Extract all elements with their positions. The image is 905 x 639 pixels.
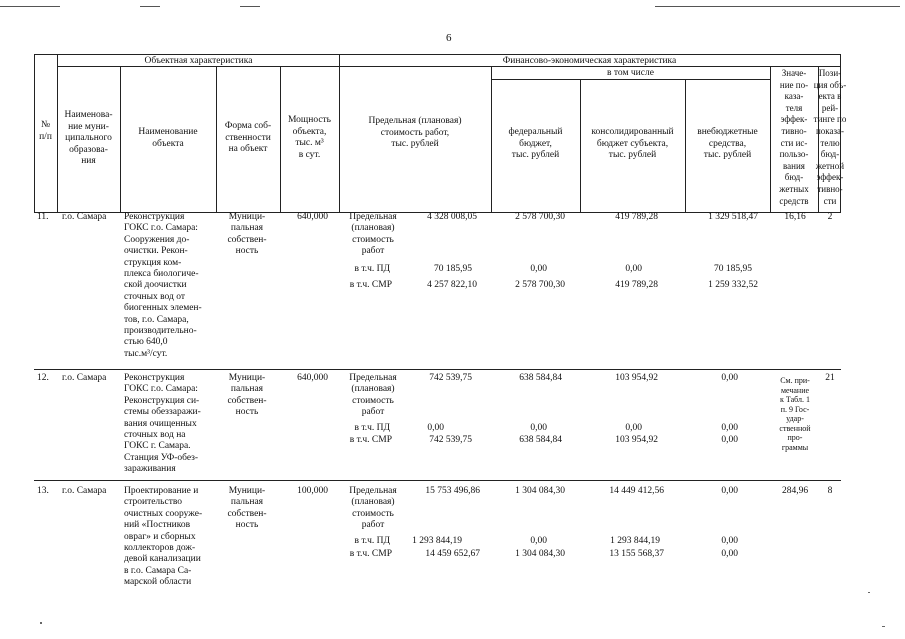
row-federal-smr: 1 304 084,30 [515, 549, 565, 559]
row-regional-pd: 0,00 [625, 423, 642, 433]
row-regional-total: 419 789,28 [615, 212, 658, 222]
row-pd-label: в т.ч. ПД [354, 423, 390, 433]
row-cost-label: Предельная (плановая) стоимость работ [349, 373, 397, 418]
row-federal-smr: 638 584,84 [519, 435, 562, 445]
row-ownership: Муници- пальная собствен- ность [227, 212, 267, 257]
row-offbudget-pd: 0,00 [721, 536, 738, 546]
row-offbudget-smr: 1 259 332,52 [708, 280, 758, 290]
row-regional-smr: 13 155 568,37 [609, 549, 664, 559]
header-finance-group: Финансово-экономическая характеристика [502, 56, 677, 66]
row-total: 4 328 008,05 [427, 212, 477, 222]
page-number: 6 [446, 32, 452, 44]
row-object: Проектирование и строительство очистных сооруже- ний «Постников овраг» и сборных коллекторов дож- девой канализации в г.о. Самара Са- марской области [124, 486, 203, 588]
header-cost: Предельная (плановая) стоимость работ, тыс. рублей [368, 116, 462, 149]
row-pd-label: в т.ч. ПД [354, 536, 390, 546]
row-offbudget-total: 1 329 518,47 [708, 212, 758, 222]
row-regional-total: 103 954,92 [615, 373, 658, 383]
row-federal-pd: 0,00 [530, 423, 547, 433]
row-efficiency: См. при- мечание к Табл. 1 п. 9 Гос- удар- ственной про- граммы [779, 376, 811, 452]
row-regional-pd: 1 293 844,19 [610, 536, 660, 546]
header-federal: федеральный бюджет, тыс. рублей [508, 127, 563, 160]
scan-artifact [0, 6, 60, 7]
row-divider [34, 369, 841, 370]
row-capacity: 100,000 [297, 486, 328, 496]
row-total-pd: 1 293 844,19 [412, 536, 462, 546]
row-regional-pd: 0,00 [625, 264, 642, 274]
header-num: № п/п [39, 120, 52, 142]
row-federal-total: 638 584,84 [519, 373, 562, 383]
row-rank: 2 [827, 212, 833, 222]
row-federal-pd: 0,00 [530, 264, 547, 274]
row-efficiency: 16,16 [784, 212, 806, 222]
header-ownership: Форма соб- ственности на объект [224, 121, 272, 154]
row-capacity: 640,000 [297, 212, 328, 222]
scan-artifact [240, 6, 260, 7]
row-ownership: Муници- пальная собствен- ность [227, 373, 267, 418]
row-total-pd: 70 185,95 [434, 264, 472, 274]
row-offbudget-smr: 0,00 [721, 435, 738, 445]
row-ownership: Муници- пальная собствен- ность [227, 486, 267, 531]
scan-artifact [655, 6, 900, 7]
header-including: в том числе [607, 68, 654, 78]
row-total-smr: 4 257 822,10 [427, 280, 477, 290]
header-municipality: Наименова- ние муни- ципального образова- ния [64, 110, 113, 166]
row-total-smr: 742 539,75 [429, 435, 472, 445]
header-object-group: Объектная характеристика [144, 56, 253, 66]
row-smr-label: в т.ч. СМР [349, 435, 392, 445]
row-federal-total: 2 578 700,30 [515, 212, 565, 222]
row-federal-smr: 2 578 700,30 [515, 280, 565, 290]
row-regional-smr: 103 954,92 [615, 435, 658, 445]
row-total: 742 539,75 [429, 373, 472, 383]
row-offbudget-smr: 0,00 [721, 549, 738, 559]
row-pd-label: в т.ч. ПД [354, 264, 390, 274]
row-object: Реконструкция ГОКС г.о. Самара: Реконструкция си- стемы обеззаражи- вания очищенных сточных вод на ГОКС г. Самара. Станция УФ-обез- зараживания [124, 373, 201, 475]
header-offbudget: внебюджетные средства, тыс. рублей [697, 127, 758, 160]
scan-speck [882, 626, 885, 627]
row-municipality: г.о. Самара [62, 373, 107, 383]
row-efficiency: 284,96 [781, 486, 809, 496]
header-object-name: Наименование объекта [138, 127, 198, 149]
row-smr-label: в т.ч. СМР [349, 549, 392, 559]
row-municipality: г.о. Самара [62, 212, 107, 222]
row-object: Реконструкция ГОКС г.о. Самара: Сооружения до- очистки. Рекон- струкция ком- плекса биологиче- ской доочистки сточных вод от биогенных элемен- тов, г.о. Самара, производительно- стью 640,0 тыс.м³/сут. [124, 212, 202, 359]
row-federal-total: 1 304 084,30 [515, 486, 565, 496]
row-total: 15 753 496,86 [425, 486, 480, 496]
scan-artifact [140, 6, 160, 7]
row-offbudget-pd: 70 185,95 [714, 264, 752, 274]
row-municipality: г.о. Самара [62, 486, 107, 496]
header-regional: консолидированный бюджет субъекта, тыс. рублей [591, 127, 674, 160]
row-federal-pd: 0,00 [530, 536, 547, 546]
row-capacity: 640,000 [297, 373, 328, 383]
row-smr-label: в т.ч. СМР [349, 280, 392, 290]
row-total-pd: 0,00 [427, 423, 444, 433]
row-rank: 8 [827, 486, 833, 496]
row-num: 11. [37, 212, 49, 222]
scan-speck [40, 622, 42, 624]
row-num: 12. [37, 373, 49, 383]
header-capacity: Мощность объекта, тыс. м³ в сут. [287, 115, 332, 160]
row-divider [34, 480, 841, 481]
row-total-smr: 14 459 652,67 [425, 549, 480, 559]
row-regional-smr: 419 789,28 [615, 280, 658, 290]
row-cost-label: Предельная (плановая) стоимость работ [349, 486, 397, 531]
row-offbudget-pd: 0,00 [721, 423, 738, 433]
row-offbudget-total: 0,00 [721, 373, 738, 383]
header-rank: Пози- ция объ- екта в рей- тинге по показа- телю бюд- жетной эффек- тивно- сти [813, 68, 847, 206]
row-num: 13. [37, 486, 49, 496]
row-rank: 21 [825, 373, 835, 383]
row-offbudget-total: 0,00 [721, 486, 738, 496]
row-cost-label: Предельная (плановая) стоимость работ [349, 212, 397, 257]
scan-speck [868, 592, 870, 593]
header-efficiency: Значе- ние по- каза- теля эффек- тивно- сти ис- пользо- вания бюд- жетных средств [779, 68, 809, 206]
row-regional-total: 14 449 412,56 [609, 486, 664, 496]
